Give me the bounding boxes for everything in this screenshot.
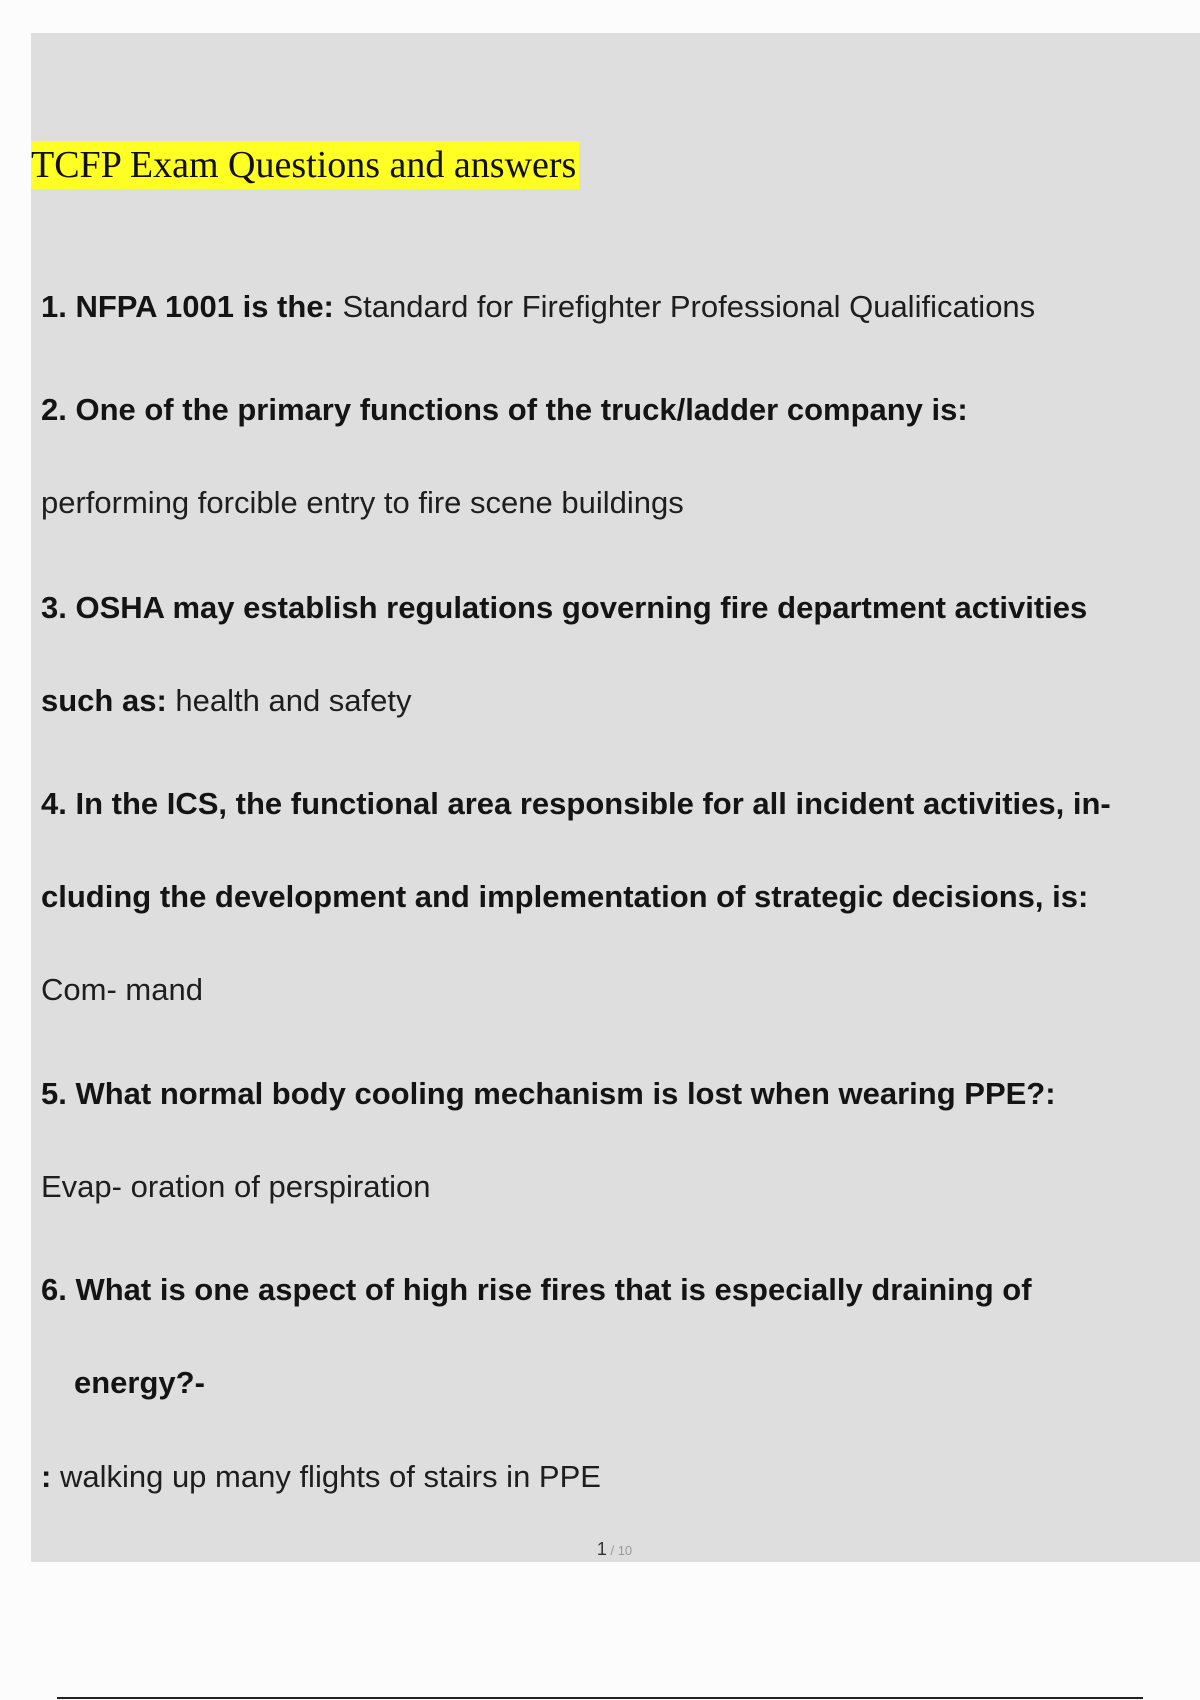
total-pages: / 10 [606, 1543, 633, 1558]
answer-3: health and safety [166, 683, 412, 718]
qa-item-1 [41, 287, 1035, 327]
document-title: TCFP Exam Questions and answers [31, 141, 579, 189]
current-page: 1 [596, 1539, 607, 1559]
question-4 [41, 784, 1111, 824]
question-1: 1. NFPA 1001 is the: [41, 289, 334, 324]
answer-5: Evap- oration of perspiration [41, 1169, 431, 1204]
question-5 [41, 1074, 1056, 1114]
question-3 [41, 588, 1087, 628]
question-6-line-2: energy?- [74, 1365, 205, 1400]
question-3-line-1: 3. OSHA may establish regulations governing fire department activities [41, 590, 1088, 625]
question-2 [41, 390, 968, 430]
question-6 [41, 1270, 1032, 1310]
page-indicator [0, 1539, 1200, 1560]
question-4-cont [41, 877, 1088, 917]
qa-item-3 [41, 681, 412, 721]
question-6-cont [74, 1363, 205, 1403]
question-6-line-1: 6. What is one aspect of high rise fires that is especially draining of [41, 1272, 1032, 1307]
answer-2: performing forcible entry to fire scene buildings [41, 485, 684, 520]
question-2-text: 2. One of the primary functions of the truck/ladder company is: [41, 392, 968, 427]
answer-4: Com- mand [41, 972, 203, 1007]
question-4-line-2: cluding the development and implementation of strategic decisions, is: [41, 879, 1089, 914]
answer-6-prefix: : [41, 1459, 52, 1494]
document-page [31, 33, 1200, 1562]
page-divider [57, 1697, 1143, 1699]
question-4-line-1: 4. In the ICS, the functional area responsible for all incident activities, in- [41, 786, 1111, 821]
answer-6-text: walking up many flights of stairs in PPE [51, 1459, 601, 1494]
answer-6 [41, 1457, 601, 1497]
question-3-line-2: such as: [41, 683, 167, 718]
answer-1: Standard for Firefighter Professional Qualifications [333, 289, 1036, 324]
question-5-text: 5. What normal body cooling mechanism is lost when wearing PPE?: [41, 1076, 1056, 1111]
